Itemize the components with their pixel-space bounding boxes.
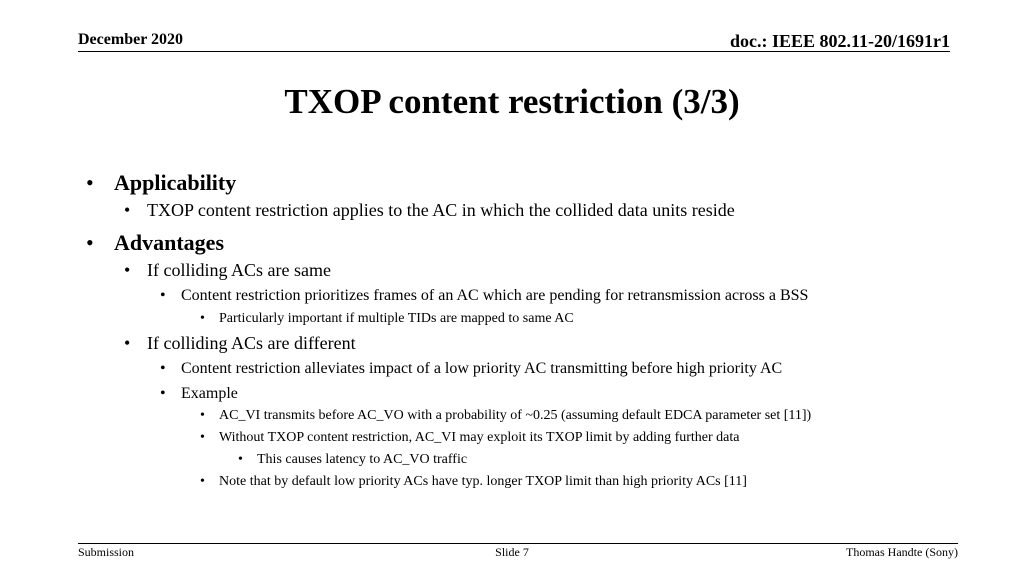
bullet-text: Advantages	[114, 230, 225, 255]
bullet-item-level-1	[86, 170, 237, 196]
footer-submission: Submission	[78, 545, 135, 559]
bullet-dot-icon: •	[124, 333, 131, 353]
bullet-text: TXOP content restriction applies to the AC in which the collided data units reside	[147, 200, 735, 220]
bullet-item-level-2	[124, 260, 331, 281]
bullet-text: Content restriction alleviates impact of a low priority AC transmitting before high priority AC	[181, 360, 783, 377]
bullet-dot-icon: •	[200, 408, 205, 423]
bullet-text: This causes latency to AC_VO traffic	[257, 452, 468, 467]
bullet-dot-icon: •	[238, 452, 243, 467]
bullet-dot-icon: •	[124, 260, 131, 280]
header-date: December 2020	[78, 31, 183, 48]
footer-author: Thomas Handte (Sony)	[846, 545, 958, 559]
bullet-dot-icon: •	[160, 385, 166, 402]
bullet-text: AC_VI transmits before AC_VO with a probability of ~0.25 (assuming default EDCA parameter set [11])	[219, 408, 812, 423]
bullet-text: Without TXOP content restriction, AC_VI may exploit its TXOP limit by adding further data	[219, 430, 740, 445]
bullet-text: If colliding ACs are same	[147, 260, 331, 280]
footer-divider	[78, 543, 958, 544]
bullet-text: Applicability	[114, 170, 237, 195]
bullet-dot-icon: •	[200, 311, 205, 326]
slide-title: TXOP content restriction (3/3)	[284, 82, 740, 121]
bullet-text: Example	[181, 385, 238, 402]
bullet-dot-icon: •	[160, 360, 166, 377]
bullet-text: Note that by default low priority ACs have typ. longer TXOP limit than high priority ACs [11]	[219, 474, 747, 489]
bullet-item-level-5	[238, 452, 468, 468]
bullet-item-level-4	[200, 311, 574, 327]
bullet-dot-icon: •	[86, 170, 94, 195]
bullet-item-level-3	[160, 385, 238, 403]
bullet-item-level-4	[200, 408, 812, 424]
bullet-dot-icon: •	[200, 430, 205, 445]
bullet-text: If colliding ACs are different	[147, 333, 356, 353]
footer-slide-number: Slide 7	[495, 545, 529, 559]
bullet-item-level-2	[124, 333, 356, 354]
bullet-text: Particularly important if multiple TIDs are mapped to same AC	[219, 311, 574, 326]
bullet-item-level-4	[200, 474, 747, 490]
bullet-dot-icon: •	[124, 200, 131, 220]
bullet-item-level-2	[124, 200, 735, 221]
bullet-item-level-3	[160, 287, 809, 305]
header-doc-id: doc.: IEEE 802.11-20/1691r1	[729, 31, 950, 51]
bullet-dot-icon: •	[200, 474, 205, 489]
bullet-item-level-4	[200, 430, 740, 446]
bullet-dot-icon: •	[160, 287, 166, 304]
bullet-text: Content restriction prioritizes frames of an AC which are pending for retransmission across a BSS	[181, 287, 809, 304]
bullet-item-level-1	[86, 230, 225, 256]
bullet-dot-icon: •	[86, 230, 94, 255]
bullet-item-level-3	[160, 360, 783, 378]
